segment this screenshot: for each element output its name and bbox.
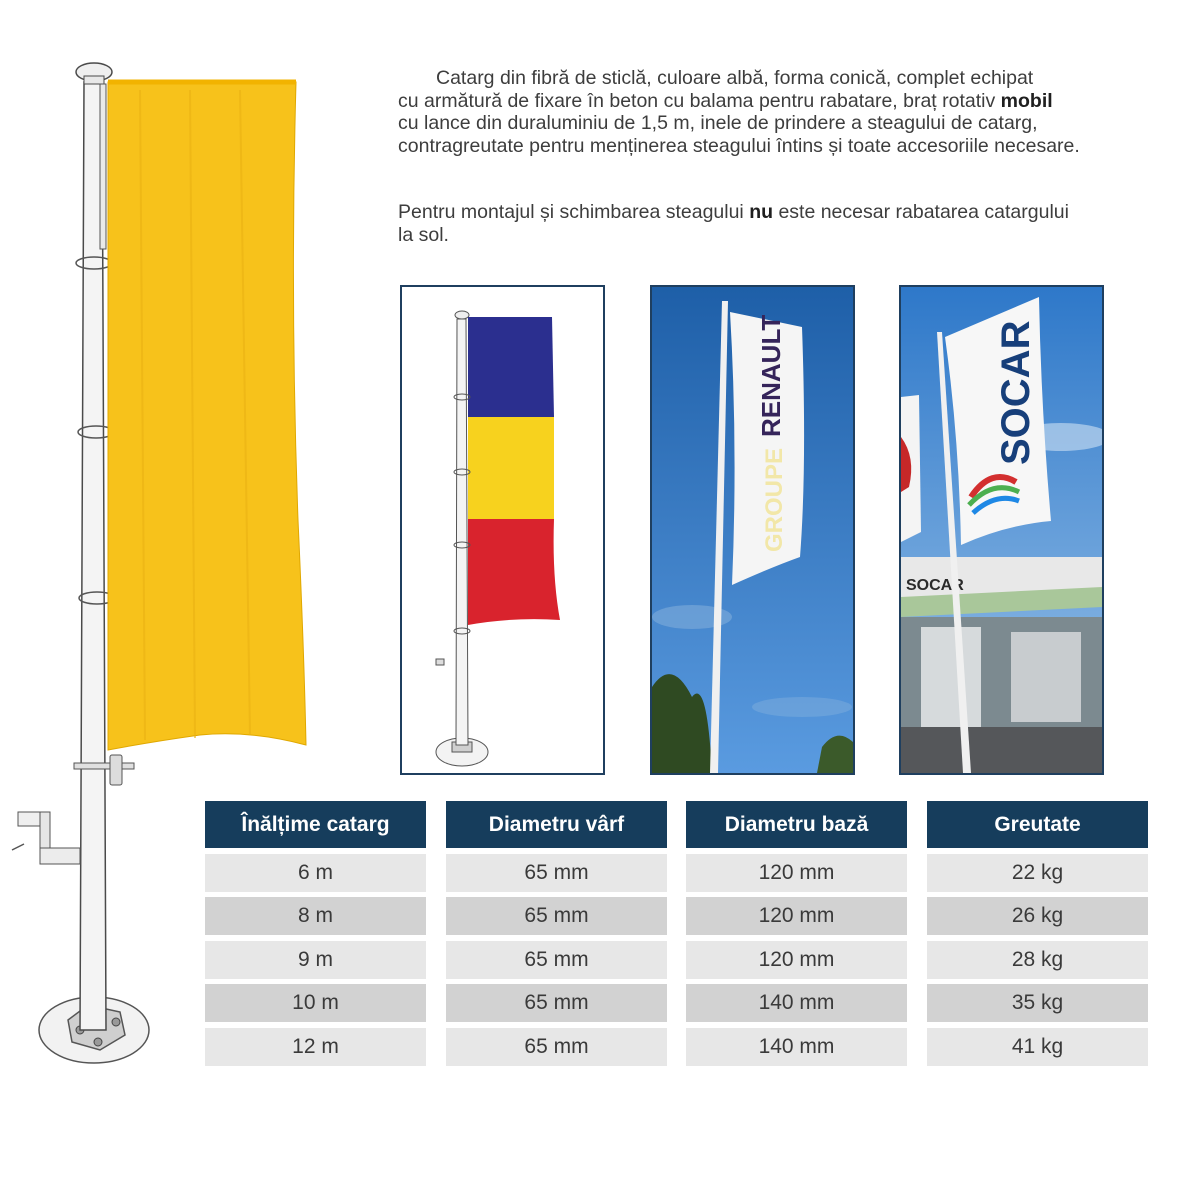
cell-top-diameter: 65 mm: [446, 941, 667, 979]
cell-base-diameter: 140 mm: [686, 984, 907, 1022]
header-base-diameter: Diametru bază: [686, 801, 907, 848]
cell-height: 6 m: [205, 854, 426, 892]
cell-weight: 28 kg: [927, 941, 1148, 979]
renault-flag-photo: [650, 285, 855, 775]
cell-top-diameter: 65 mm: [446, 897, 667, 935]
note-line-2: la sol.: [398, 223, 449, 246]
cell-base-diameter: 140 mm: [686, 1028, 907, 1066]
column-height: [205, 801, 426, 1066]
note-text-start: Pentru montajul și schimbarea steagului: [398, 201, 744, 223]
romania-flag-panel: [400, 285, 605, 775]
cell-base-diameter: 120 mm: [686, 854, 907, 892]
cell-base-diameter: 120 mm: [686, 897, 907, 935]
header-top-diameter: Diametru vârf: [446, 801, 667, 848]
desc-line-2: cu armătură de fixare în beton cu balama pentru rabatare, braț rotativ: [398, 89, 996, 112]
note-text-end: este necesar rabatarea catargului: [778, 201, 1069, 223]
renault-flag-text: RENAULT: [756, 314, 786, 437]
cell-weight: 41 kg: [927, 1028, 1148, 1066]
cell-height: 9 m: [205, 941, 426, 979]
cell-top-diameter: 65 mm: [446, 854, 667, 892]
cell-weight: 26 kg: [927, 897, 1148, 935]
renault-flag-subtext: GROUPE: [761, 447, 788, 552]
product-description: [398, 67, 1188, 157]
header-weight: Greutate: [927, 801, 1148, 848]
column-weight: [927, 801, 1148, 1066]
cell-height: 12 m: [205, 1028, 426, 1066]
socar-canopy-text: SOCAR: [906, 577, 964, 594]
cell-height: 10 m: [205, 984, 426, 1022]
socar-flag-text: SOCAR: [994, 320, 1038, 465]
cell-weight: 35 kg: [927, 984, 1148, 1022]
cell-height: 8 m: [205, 897, 426, 935]
desc-line-1: Catarg din fibră de sticlă, culoare albă, forma conică, complet echipat: [436, 67, 1034, 89]
column-base-diameter: [686, 801, 907, 1066]
desc-line-3: cu lance din duraluminiu de 1,5 m, inele de prindere a steagului de catarg,: [398, 112, 1038, 134]
cell-top-diameter: 65 mm: [446, 984, 667, 1022]
socar-flag-photo: [899, 285, 1104, 775]
header-height: Înălțime catarg: [205, 801, 426, 848]
column-top-diameter: [446, 801, 667, 1066]
cell-weight: 22 kg: [927, 854, 1148, 892]
mounting-note: [398, 201, 1188, 246]
desc-line-2-bold: mobil: [1000, 89, 1053, 112]
note-bold: nu: [749, 201, 774, 223]
cell-base-diameter: 120 mm: [686, 941, 907, 979]
desc-line-4: contragreutate pentru menținerea steagului întins și toate accesoriile necesare.: [398, 134, 1080, 157]
cell-top-diameter: 65 mm: [446, 1028, 667, 1066]
